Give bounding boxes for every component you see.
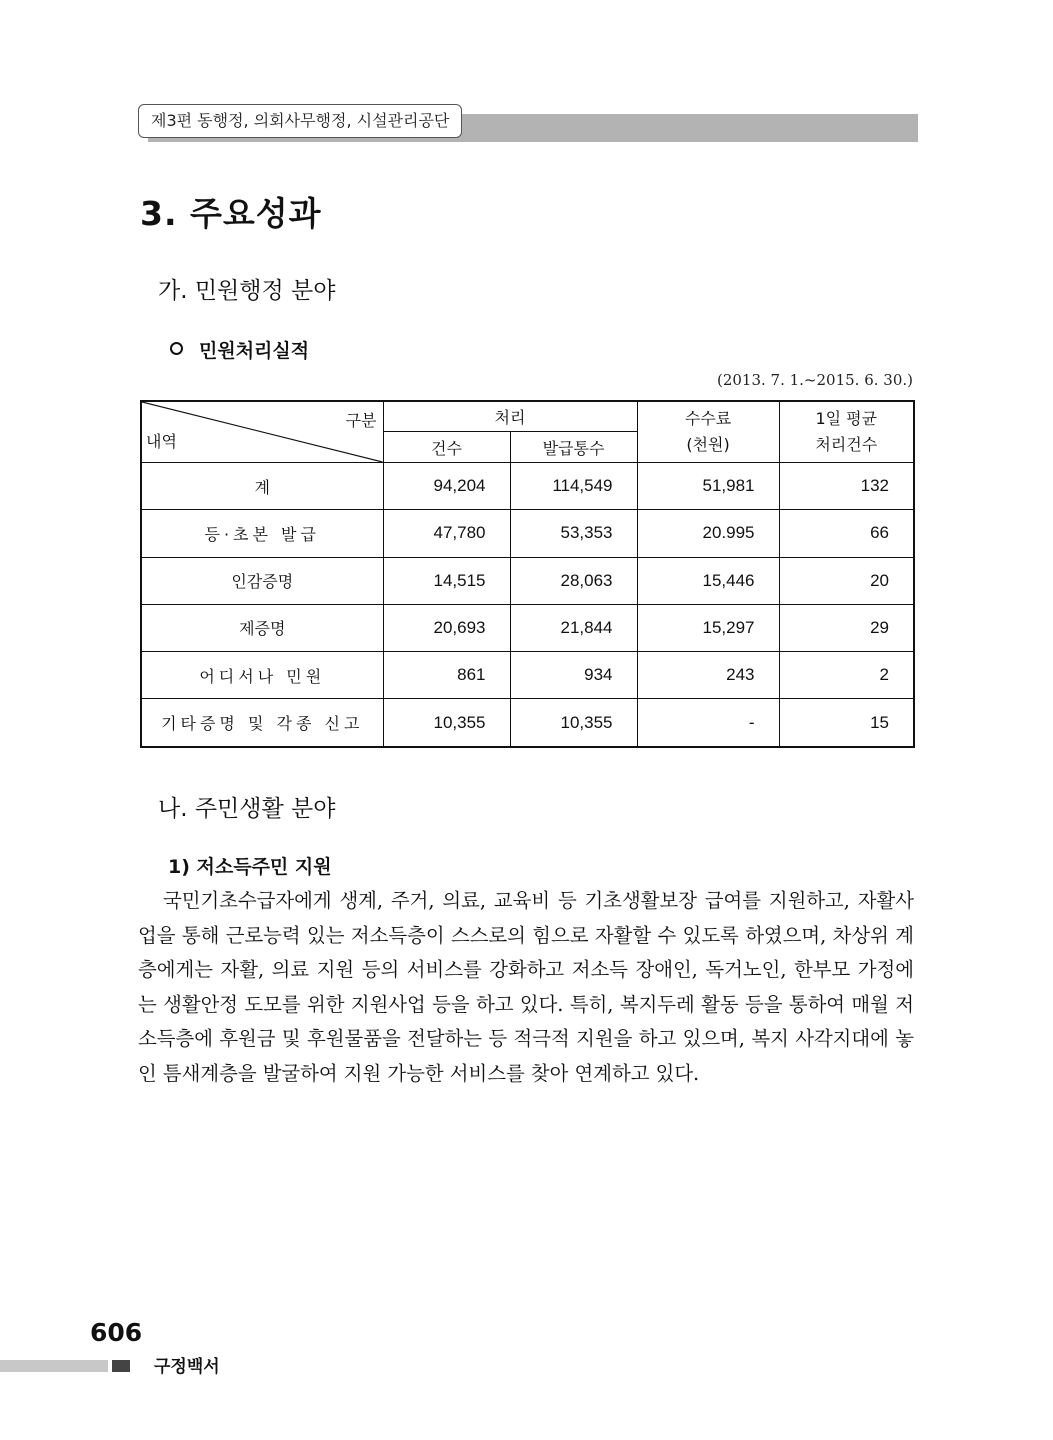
- table-row: [141, 652, 914, 699]
- corner-header-cell: [141, 401, 383, 463]
- cell-issued: 21,844: [510, 604, 637, 651]
- row-label: 등·초본 발급: [141, 510, 383, 557]
- cell-fee: -: [637, 699, 779, 747]
- cell-daily: 66: [779, 510, 914, 557]
- cell-fee: 243: [637, 652, 779, 699]
- bullet-heading: [170, 336, 309, 363]
- period-note: (2013. 7. 1.~2015. 6. 30.): [716, 371, 913, 389]
- header-fee: 수수료 (천원): [637, 401, 779, 463]
- cell-cases: 47,780: [383, 510, 510, 557]
- table-row: [141, 604, 914, 651]
- row-label: 인감증명: [141, 557, 383, 604]
- cell-cases: 94,204: [383, 463, 510, 510]
- header-processing: 처리: [383, 401, 637, 432]
- item-heading: 1) 저소득주민 지원: [168, 856, 332, 878]
- corner-bottom-label: 내역: [146, 432, 177, 451]
- row-label: 제증명: [141, 604, 383, 651]
- cell-cases: 20,693: [383, 604, 510, 651]
- section-title: 3. 주요성과: [140, 194, 322, 233]
- cell-cases: 10,355: [383, 699, 510, 747]
- cell-fee: 15,446: [637, 557, 779, 604]
- header-cases: 건수: [383, 432, 510, 463]
- table-row: [141, 463, 914, 510]
- subsection-title-civil-affairs: 가. 민원행정 분야: [158, 278, 336, 304]
- book-title: 구정백서: [154, 1357, 220, 1377]
- table-header-row-1: [141, 401, 914, 432]
- cell-issued: 28,063: [510, 557, 637, 604]
- corner-top-label: 구분: [345, 411, 377, 430]
- cell-cases: 861: [383, 652, 510, 699]
- cell-issued: 934: [510, 652, 637, 699]
- header-daily-average: 1일 평균 처리건수: [779, 401, 914, 463]
- chapter-label: 제3편 동행정, 의회사무행정, 시설관리공단: [138, 104, 462, 138]
- cell-daily: 15: [779, 699, 914, 747]
- cell-daily: 132: [779, 463, 914, 510]
- cell-fee: 20.995: [637, 510, 779, 557]
- cell-daily: 2: [779, 652, 914, 699]
- row-label: 어디서나 민원: [141, 652, 383, 699]
- header-issued: 발급통수: [510, 432, 637, 463]
- subsection-title-resident-life: 나. 주민생활 분야: [158, 796, 336, 822]
- table-row: [141, 510, 914, 557]
- footer-gray-bar: [0, 1360, 108, 1372]
- cell-daily: 29: [779, 604, 914, 651]
- table-row: [141, 699, 914, 747]
- cell-issued: 10,355: [510, 699, 637, 747]
- cell-issued: 114,549: [510, 463, 637, 510]
- cell-fee: 51,981: [637, 463, 779, 510]
- body-paragraph: 국민기초수급자에게 생계, 주거, 의료, 교육비 등 기초생활보장 급여를 지원하고, 자활사업을 통해 근로능력 있는 저소득층이 스스로의 힘으로 자활할 수 있도록 하였으며, 차상위 계층에게는 자활, 의료 지원 등의 서비스를 강화하고 저소득 장애인, 독거노인, 한부모 가정에는 생활안정 도모를 위한 지원사업 등을 하고 있다. 특히, 복지두레 활동 등을 통하여 매월 저소득층에 후원금 및 후원물품을 전달하는 등 적극적 지원을 하고 있으며, 복지 사각지대에 놓인 틈새계층을 발굴하여 지원 가능한 서비스를 찾아 연계하고 있다.: [138, 889, 914, 1085]
- row-label: 기타증명 및 각종 신고: [141, 699, 383, 747]
- page-number: 606: [90, 1318, 143, 1347]
- cell-daily: 20: [779, 557, 914, 604]
- row-label: 계: [141, 463, 383, 510]
- table-row: [141, 557, 914, 604]
- cell-fee: 15,297: [637, 604, 779, 651]
- civil-affairs-table: [140, 400, 915, 748]
- footer-dark-square: [112, 1360, 130, 1372]
- circle-bullet-icon: [170, 342, 183, 355]
- cell-cases: 14,515: [383, 557, 510, 604]
- bullet-heading-text: 민원처리실적: [199, 340, 310, 362]
- cell-issued: 53,353: [510, 510, 637, 557]
